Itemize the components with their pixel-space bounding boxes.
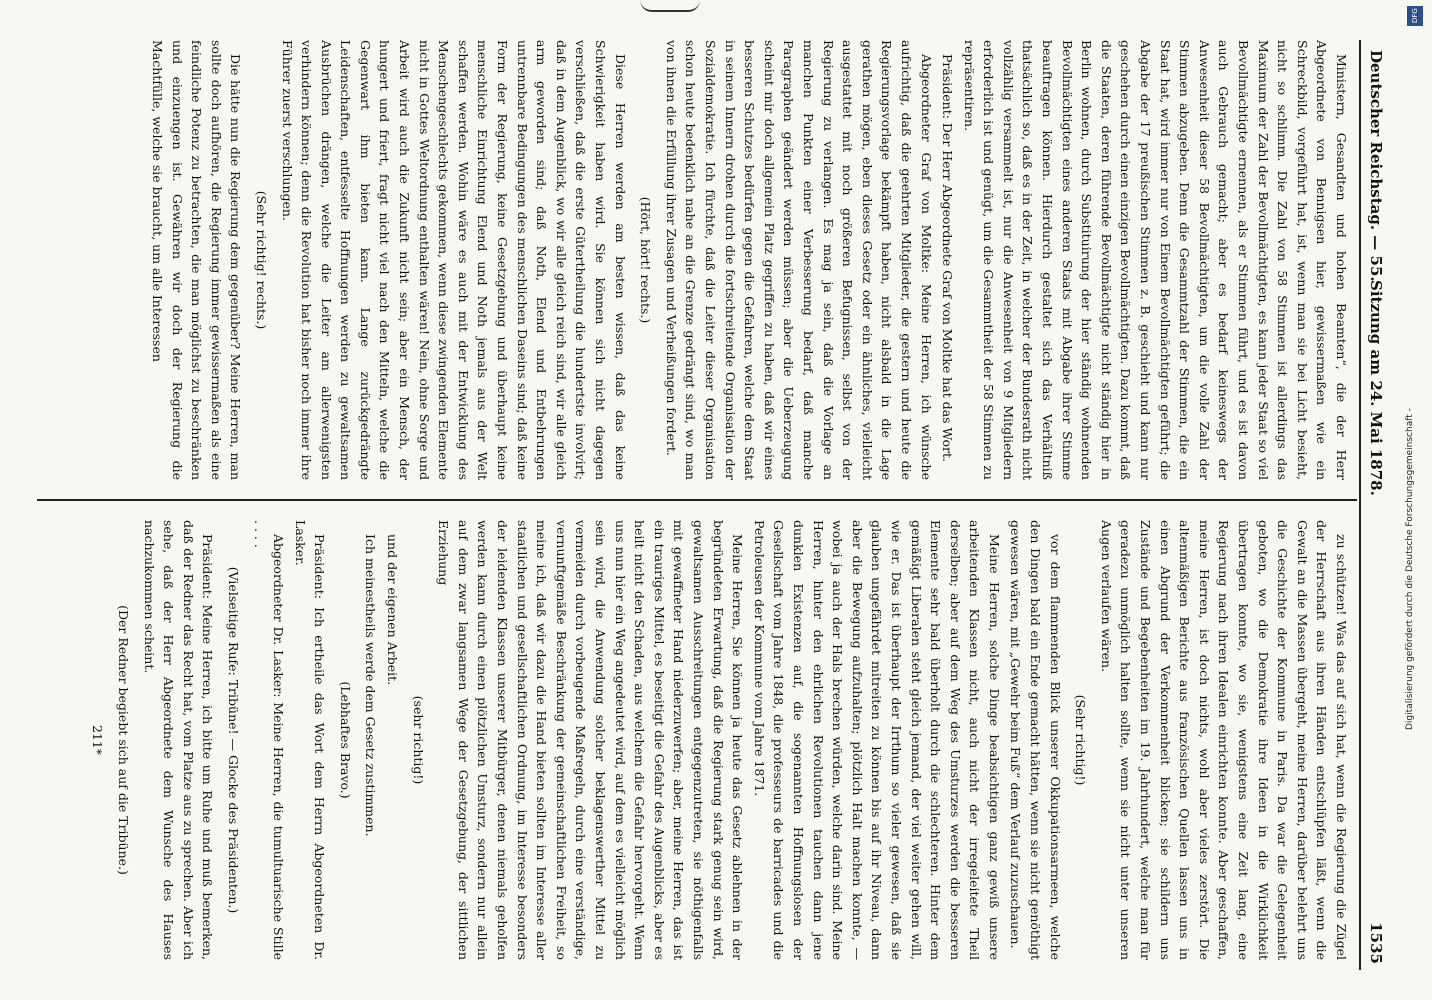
- paragraph: vor dem flammenden Blick unserer Okkupationsarmeen, welche den Dingen bald ein Ende gemacht hätten, wenn sie nicht genöthigt gewesen wären, mit „Gewehr beim Fuß“ dem Verlauf zuzuschauen.: [1008, 520, 1063, 960]
- paragraph: Ministern, Gesandten und hohen Beamten“, die der Herr Abgeordnete von Bennigsen hier, gewissermaßen wie ein Schreckbild, vorgeführt hat, ist, wenn man sie bei Licht besieht, nicht so schlimm. Die Zahl von 58 Stimmen ist allerdings das Maximum der Zahl der Bevollmächtigten, es kann jeder Staat so viel Bevollmächtigte ernennen, als er Stimmen führt, und es ist davon auch Gebrauch gemacht; aber es bedarf keineswegs der Anwesenheit dieser 58 Bevollmächtigten, um die volle Zahl der Stimmen abzugeben. Denn die Gesammtzahl der Stimmen, die ein Staat hat, wird immer nur von Einem Bevollmächtigten geführt; die Abgabe der 17 preußischen Stimmen z. B. geschieht und kann nur geschehen durch einen einzigen Bevollmächtigten. Dazu kommt, daß die Staaten, deren führende Bevollmächtigte nicht ständig hier in Berlin wohnen, durch Substituirung der hier ständig wohnenden Bevollmächtigten eines anderen Staats mit Abgabe ihrer Stimme beauftragen können. Hierdurch gestaltet sich das Verhältniß thatsächlich so, daß es in der Zeit, in welcher der Bundesrath nicht vollzählig versammelt ist, nur die Anwesenheit von 9 Mitgliedern erforderlich ist und genügt, um die Gesammtheit der 58 Stimmen zu repräsentiren.: [961, 40, 1349, 480]
- interjection: (Sehr richtig!): [1073, 694, 1089, 786]
- paragraph: Die hätte nun die Regierung dem gegenüber? Meine Herren, man sollte doch aufhören, die Regierung immer gewissermaßen als eine feindliche Potenz zu betrachten, die man möglichst zu beschränken und einzuengen ist. Gewähren wir doch der Regierung die Machtfülle, welche sie braucht, um alle Interessen: [149, 40, 244, 480]
- text-columns: [41, 40, 1351, 970]
- journal-title: Deutscher Reichstag. — 55.: [1367, 50, 1385, 282]
- page-header: [1359, 40, 1387, 970]
- page-number: 1535: [1367, 922, 1385, 964]
- interjection: (Der Redner begiebt sich auf die Tribüne.): [115, 605, 131, 875]
- interjection: (Lebhaftes Bravo.): [337, 681, 353, 799]
- signature-mark: 211*: [90, 724, 106, 756]
- interjection: (sehr richtig!): [410, 695, 426, 785]
- scan-artifact: [640, 0, 700, 12]
- paragraph: zu schützen! Was das auf sich hat, wenn die Regierung die Zügel der Herrschaft aus ihren Händen entschlüpfen läßt, wenn die Gewalt an die Massen übergeht, meine Herren, darüber belehrt uns die Geschichte der Kommune in Paris. Da war die Gelegenheit geboten, wo die Demokratie ihre Ideen in die Wirklichkeit übertragen konnte, wo sie, wenigstens eine Zeit lang, eine Regierung nach ihren Idealen einrichten konnte. Aber geschaffen, meine Herren, ist doch nichts, wohl aber vieles zerstört. Die altenmäßigen Berichte aus französischen Quellen lassen uns in einen Abgrund der Verkommenheit blicken; sie schildern uns Zustände und Begebenheiten im 19. Jahrhundert, welche man für geradezu unmöglich halten sollte, wenn sie nicht unter unseren Augen verlaufen wären.: [1098, 520, 1349, 960]
- paragraph: Meine Herren, Sie können ja heute das Gesetz ablehnen in der begründeten Erwartung, daß die Regierung stark genug sein wird, gewaltsamen Ausschreitungen entgegenzutreten, sie nöthigenfalls mit gewaffneter Hand niederzuwerfen; aber, meine Herren, das ist ein trauriges Mittel, es beseitigt die Gefahr des Augenblicks, aber es heilt nicht den Schaden, aus welchem die Gefahr hervorgeht. Wenn uns nun hier ein Weg angedeutet wird, auf dem es vielleicht möglich sein wird, die Anwendung solcher beklagenswerther Mittel zu vermeiden durch vorbeugende Maßregeln, durch eine verständige, vernunftgemäße Beschränkung der gemeinschaftlichen Freiheit, so meine ich, daß wir dazu die Hand bieten sollten im Interesse aller staatlichen und gesellschaftlichen Ordnung, im Interesse besonders der leidenden Klassen unserer Mitbürger, denen niemals geholfen werden kann durch einen plötzlichen Umsturz, sondern nur allein auf dem zwar langsamen Wege der Gesetzgebung, der sittlichen Erziehung: [436, 520, 746, 960]
- dfg-logo-icon: DFG: [1407, 6, 1423, 26]
- session-title: Sitzung am 24. Mai 1878.: [1367, 280, 1385, 496]
- left-column: [41, 40, 1351, 480]
- paragraph: Abgeordneter Dr. Lasker: Meine Herren, die tumultuarische Stille . . . .: [251, 520, 287, 960]
- paragraph: und der eigenen Arbeit.: [385, 534, 401, 686]
- paragraph: Ich meinestheils werde dem Gesetz zustimmen.: [363, 534, 379, 837]
- paragraph: Präsident: Meine Herren, ich bitte um Ruhe und muß bemerken, daß der Redner das Recht hat, vom Platze aus zu sprechen. Aber ich sehe, daß der Herr Abgeordnete dem Wunsche des Hauses nachzukommen scheint.: [141, 520, 216, 960]
- interjection: (Hört, hört! rechts.): [638, 196, 654, 324]
- rotated-document-page: [27, 40, 1387, 970]
- paragraph: Diese Herren werden am besten wissen, daß das keine Schwierigkeit haben wird. Sie können sich nicht dagegen verschließen, daß die erste Gütertheilung die hundertste involvirt; daß in dem Augenblick, wo wir alle gleich reich sind, wir alle gleich arm geworden sind; daß Noth, Elend und Entbehrungen untrennbare Bedingungen des menschlichen Daseins sind; daß keine Form der Regierung, keine Gesetzgebung und überhaupt keine menschliche Einrichtung Elend und Noth jemals aus der Welt schaffen werden. Wohin wäre es auch mit der Entwicklung des Menschengeschlechts gekommen, wenn diese zwingenden Elemente nicht in Gottes Weltordnung enthalten wären! Nein, ohne Sorge und Arbeit wird auch die Zukunft nicht sein; aber ein Mensch, der hungert und friert, fragt nicht viel nach den Mitteln, welche die Gegenwart ihm bieten kann. Lange zurückgedrängte Leidenschaften, entfesselte Hoffnungen werden zu gewaltsamen Ausbrüchen drängen, welche die Leiter am allerwenigsten verhindern können; denn die Revolution hat bisher noch immer ihre Führer zuerst verschlungen.: [279, 40, 628, 480]
- right-column: [41, 520, 1351, 960]
- paragraph: Meine Herren, solche Dinge beabsichtigen ganz gewiß unsere arbeitenden Klassen nicht, auch nicht der irregeleitete Theil derselben; aber auf dem Weg des Umsturzes werden die besseren Elemente sehr bald überholt durch die schlechteren. Hinter dem gemäßigt Liberalen steht gleich jemand, der viel weiter gehen will, wie er. Das ist überhaupt der Irrthum so vieler gewesen, daß sie glauben ungefährdet mitreiten zu können bis auf ihr Niveau, dann aber die Bewegung aufzuhalten; plötzlich Halt machen konnte, — wobei ja auch der Hals brechen würden, welche darin sind. Meine Herren, hinter den ehrlichen Revolutionen tauchen dann jene dunklen Existenzen auf, die sogenannten Hoffnungslosen der Gesellschaft vom Jahre 1848, die professeurs de barricades und die Petroleusen der Kommune vom Jahre 1871.: [751, 520, 1002, 960]
- interjection: (Vielseitige Rufe: Tribüne! — Glocke des Präsidenten.): [225, 566, 241, 914]
- interjection: (Sehr richtig! rechts.): [253, 190, 269, 330]
- paragraph: Präsident: Ich ertheile das Wort dem Herrn Abgeordneten Dr. Lasker.: [292, 520, 328, 960]
- funding-note: Digitalisierung gefördert durch die Deutsche Forschungsgemeinschaft -: [1405, 408, 1415, 730]
- paragraph: Präsident: Der Herr Abgeordnete Graf von Moltke hat das Wort.: [940, 54, 956, 463]
- paragraph: Abgeordneter Graf von Moltke: Meine Herren, ich wünsche aufrichtig, daß die geehrten Mitglieder, die gestern und heute die Regierungsvorlage bekämpft haben, nicht alsbald in die Lage gerathen mögen, eben dieses Gesetz oder ein ähnliches, vielleicht ausgestattet mit noch größeren Befugnissen, selbst von der Regierung zu verlangen. Es mag ja sein, daß die Vorlage an manchen Punkten einer Verbesserung bedarf, daß manche Paragraphen geändert werden müssen; aber die Ueberzeugung scheint mir doch allgemein Platz gegriffen zu haben, daß wir eines besseren Schutzes bedürfen gegen die Gefahren, welche dem Staat in seinem Innern drohen durch die fortschreitende Organisation der Sozialdemokratie. Ich fürchte, daß die Leiter dieser Organisation schon heute bedenklich nahe an die Grenze gedrängt sind, wo man von ihnen die Erfüllung ihrer Zusagen und Verheißungen fordert.: [663, 40, 934, 480]
